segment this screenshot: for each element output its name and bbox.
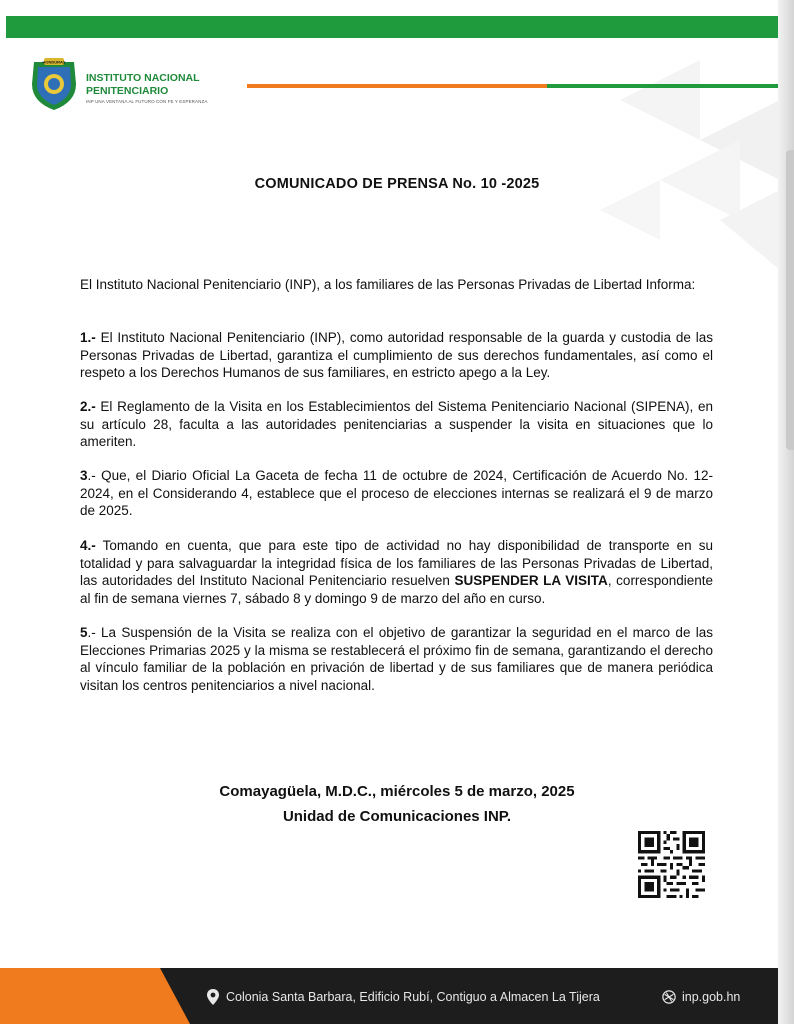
- paragraph-number: 5: [80, 625, 88, 640]
- footer-address: [206, 988, 600, 1006]
- org-name-line1: INSTITUTO NACIONAL: [86, 72, 200, 84]
- intro-text: El Instituto Nacional Penitenciario (INP), a los familiares de las Personas Privadas de Libertad Informa:: [80, 277, 696, 292]
- paragraph-5: [80, 624, 713, 694]
- institution-seal-icon: [24, 54, 84, 114]
- paragraph-3: [80, 467, 713, 520]
- paragraph-text: El Reglamento de la Visita en los Establecimientos del Sistema Penitenciario Nacional (SIPENA), en su artículo 28, faculta a las autoridades penitenciarias a suspender la visita en situaciones que lo ameriten.: [80, 399, 713, 449]
- paragraph-text: Tomando en cuenta, que para este tipo de actividad no hay disponibilidad de transporte en su totalidad y para salvaguardar la integridad física de los familiares de las Personas Privadas de Libertad, las autoridades del Instituto Nacional Penitenciario resuelven: [80, 538, 713, 588]
- paragraph-number: 4.-: [80, 538, 96, 553]
- suspend-visit-emphasis: SUSPENDER LA VISITA: [454, 573, 608, 588]
- paragraph-number: 1.-: [80, 330, 96, 345]
- paragraph-number: 2.-: [80, 399, 96, 414]
- seal-text: HONDURAS: [42, 59, 66, 65]
- globe-icon: [662, 989, 676, 1005]
- header-green-line: [547, 84, 785, 88]
- paragraph-2: [80, 398, 713, 451]
- org-name-line2: PENITENCIARIO: [86, 85, 169, 97]
- footer-orange-accent: [0, 968, 190, 1024]
- org-slogan: INP UNA VENTANA AL FUTURO CON FE Y ESPERANZA: [86, 99, 208, 104]
- org-logo: [24, 54, 224, 120]
- footer-website-text[interactable]: inp.gob.hn: [682, 990, 741, 1004]
- top-green-bar: [6, 16, 786, 38]
- scrollbar-thumb[interactable]: [786, 150, 794, 450]
- paragraph-text: , correspondiente al fin de semana viernes 7, sábado 8 y domingo 9 de marzo del año en curso.: [80, 573, 713, 606]
- signatory: Unidad de Comunicaciones INP.: [282, 808, 512, 825]
- paragraph-text: .- Que, el Diario Oficial La Gaceta de fecha 11 de octubre de 2024, Certificación de Acuerdo No. 12-2024, en el Considerando 4, establece que el proceso de elecciones internas se realizará el 9 de marzo de 2025.: [80, 468, 713, 518]
- paragraph-number: 3: [80, 468, 88, 483]
- footer-address-text: Colonia Santa Barbara, Edificio Rubí, Contiguo a Almacen La Tijera: [226, 990, 600, 1004]
- document-title: COMUNICADO DE PRENSA No. 10 -2025: [254, 176, 540, 192]
- org-name: [86, 72, 226, 98]
- paragraph-1: [80, 329, 713, 382]
- paragraph-text: El Instituto Nacional Penitenciario (INP), como autoridad responsable de la guarda y custodia de las Personas Privadas de Libertad, garantiza el cumplimiento de sus derechos fundamentales, así como el respeto a los Derechos Humanos de sus familiares, en estricto apego a la Ley.: [80, 330, 713, 380]
- location-pin-icon: [206, 989, 220, 1005]
- decorative-pattern: [560, 40, 780, 300]
- qr-code-icon[interactable]: [637, 831, 706, 898]
- paragraph-4: [80, 537, 713, 607]
- paragraph-text: .- La Suspensión de la Visita se realiza con el objetivo de garantizar la seguridad en el marco de las Elecciones Primarias 2025 y la misma se restablecerá el próximo fin de semana, garantizando el derecho al vínculo familiar de la población en privación de libertad y de sus familiares que de manera periódica visitan los centros penitenciarios a nivel nacional.: [80, 625, 713, 693]
- header-orange-line: [247, 84, 547, 88]
- footer-website[interactable]: [662, 988, 740, 1006]
- place-date: Comayagüela, M.D.C., miércoles 5 de marzo, 2025: [219, 783, 575, 800]
